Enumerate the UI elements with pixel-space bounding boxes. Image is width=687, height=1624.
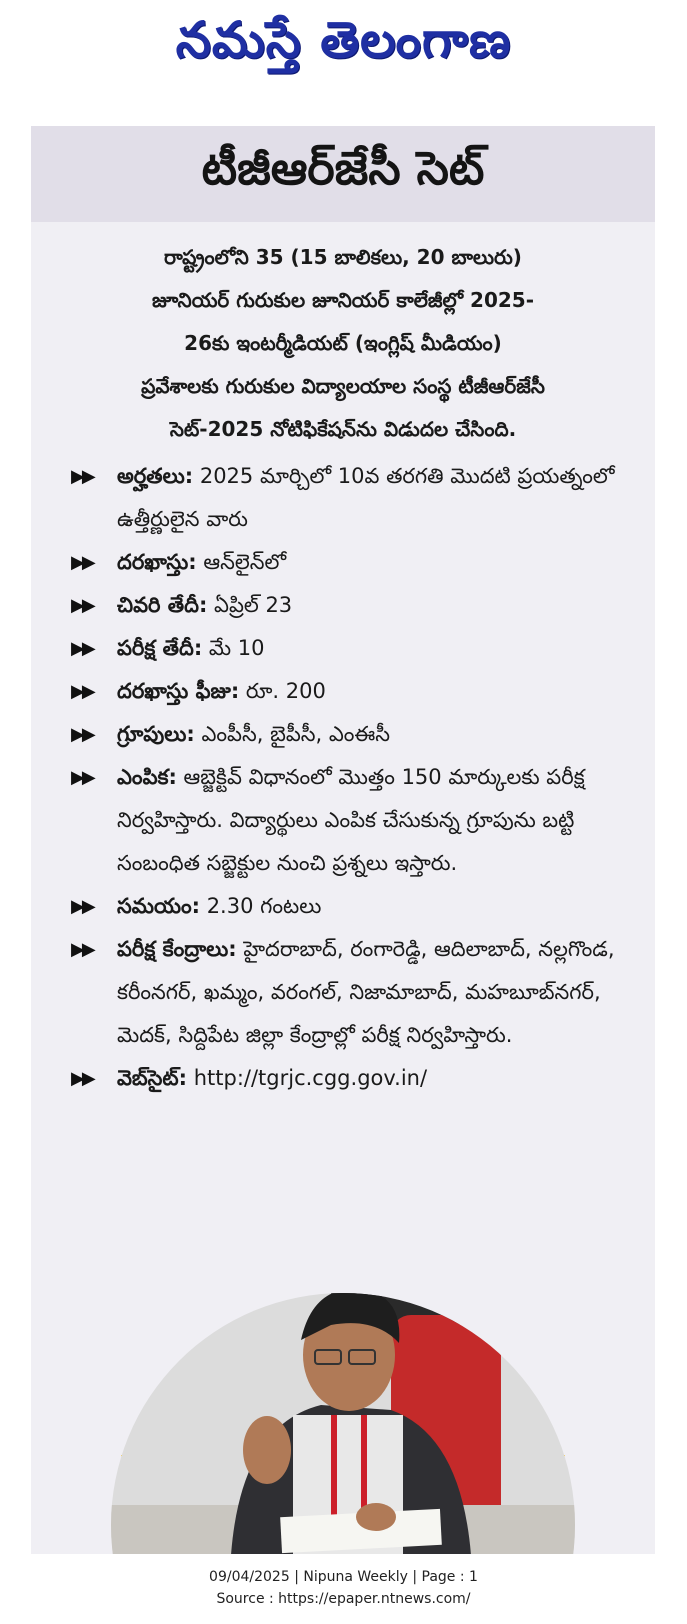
item-label: పరీక్ష కేంద్రాలు: (117, 937, 237, 961)
footer-source-line: Source : https://epaper.ntnews.com/ (216, 1591, 471, 1607)
item-text: 2.30 గంటలు (200, 894, 322, 918)
item-text: రూ. 200 (239, 679, 326, 703)
item-label: వెబ్‌సైట్: (117, 1066, 188, 1090)
item-text: మే 10 (202, 636, 265, 660)
item-label: పరీక్ష తేదీ: (117, 636, 203, 660)
item-label: సమయం: (117, 894, 201, 918)
list-item-application (31, 541, 643, 584)
list-item-last-date (31, 584, 643, 627)
list-item-eligibility (31, 455, 643, 541)
bullet-arrow-icon: ▶▶ (71, 466, 93, 487)
bullet-arrow-icon: ▶▶ (71, 552, 93, 573)
headline-bar (31, 126, 655, 222)
list-item-fee (31, 670, 643, 713)
intro-line: ప్రవేశాలకు గురుకుల విద్యాలయాల సంస్థ టీజీఆర్‌జేసీ (141, 374, 545, 398)
photo-illustration (31, 1225, 655, 1554)
list-item-groups (31, 713, 643, 756)
item-label: దరఖాస్తు: (117, 550, 197, 574)
list-item-selection (31, 756, 643, 885)
item-label: దరఖాస్తు ఫీజు: (117, 679, 240, 703)
bullet-arrow-icon: ▶▶ (71, 896, 93, 917)
intro-line: సెట్-2025 నోటిఫికేషన్‌ను విడుదల చేసింది. (169, 417, 517, 441)
item-text: ఎంపీసీ, బైపీసీ, ఎంఈసీ (194, 722, 391, 746)
bullet-arrow-icon: ▶▶ (71, 595, 93, 616)
bullet-arrow-icon: ▶▶ (71, 939, 93, 960)
bullet-arrow-icon: ▶▶ (71, 724, 93, 745)
bullet-arrow-icon: ▶▶ (71, 1068, 93, 1089)
masthead-logo-text: నమస్తే తెలంగాణ (175, 10, 512, 69)
item-text: ఏప్రిల్ 23 (207, 593, 293, 617)
page-footer (0, 1566, 687, 1610)
item-label: ఎంపిక: (117, 765, 177, 789)
item-label: చివరి తేదీ: (117, 593, 208, 617)
bullet-arrow-icon: ▶▶ (71, 638, 93, 659)
bullet-arrow-icon: ▶▶ (71, 767, 93, 788)
list-item-exam-centres (31, 928, 643, 1057)
item-text: 2025 మార్చిలో 10వ తరగతి మొదటి ప్రయత్నంలో ఉత్తీర్ణులైన వారు (117, 464, 615, 531)
item-text: http://tgrjc.cgg.gov.in/ (187, 1066, 428, 1090)
article-headline: టీజీఆర్‌జేసీ సెట్ (201, 141, 485, 195)
masthead (0, 0, 687, 92)
student-exam-photo (31, 1225, 655, 1554)
list-item-duration (31, 885, 643, 928)
list-item-exam-date (31, 627, 643, 670)
item-text: హైదరాబాద్, రంగారెడ్డి, ఆదిలాబాద్, నల్లగొండ, కరీంనగర్, ఖమ్మం, వరంగల్, నిజామాబాద్, మహబూబ్‌నగర్, మెదక్, సిద్దిపేట జిల్లా కేంద్రాల్లో పరీక్ష నిర్వహిస్తారు. (117, 937, 615, 1047)
intro-line: జూనియర్ గురుకుల జూనియర్ కాలేజీల్లో 2025- (152, 288, 534, 312)
item-label: గ్రూపులు: (117, 722, 195, 746)
item-text: ఆన్‌లైన్‌లో (196, 550, 287, 574)
intro-line: రాష్ట్రంలోని 35 (15 బాలికలు, 20 బాలురు) (164, 245, 522, 269)
bullet-arrow-icon: ▶▶ (71, 681, 93, 702)
intro-line: 26కు ఇంటర్మీడియట్ (ఇంగ్లిష్ మీడియం) (184, 331, 502, 355)
item-label: అర్హతలు: (117, 464, 194, 488)
item-text: ఆబ్జెక్టివ్ విధానంలో మొత్తం 150 మార్కులకు పరీక్ష నిర్వహిస్తారు. విద్యార్థులు ఎంపిక చేసుకున్న గ్రూపును బట్టి సంబంధిత సబ్జెక్టుల నుంచి ప్రశ్నలు ఇస్తారు. (117, 765, 585, 875)
list-item-website (31, 1057, 643, 1100)
article-intro (45, 236, 641, 451)
details-list (31, 455, 655, 1100)
footer-date-line: 09/04/2025 | Nipuna Weekly | Page : 1 (209, 1569, 478, 1585)
